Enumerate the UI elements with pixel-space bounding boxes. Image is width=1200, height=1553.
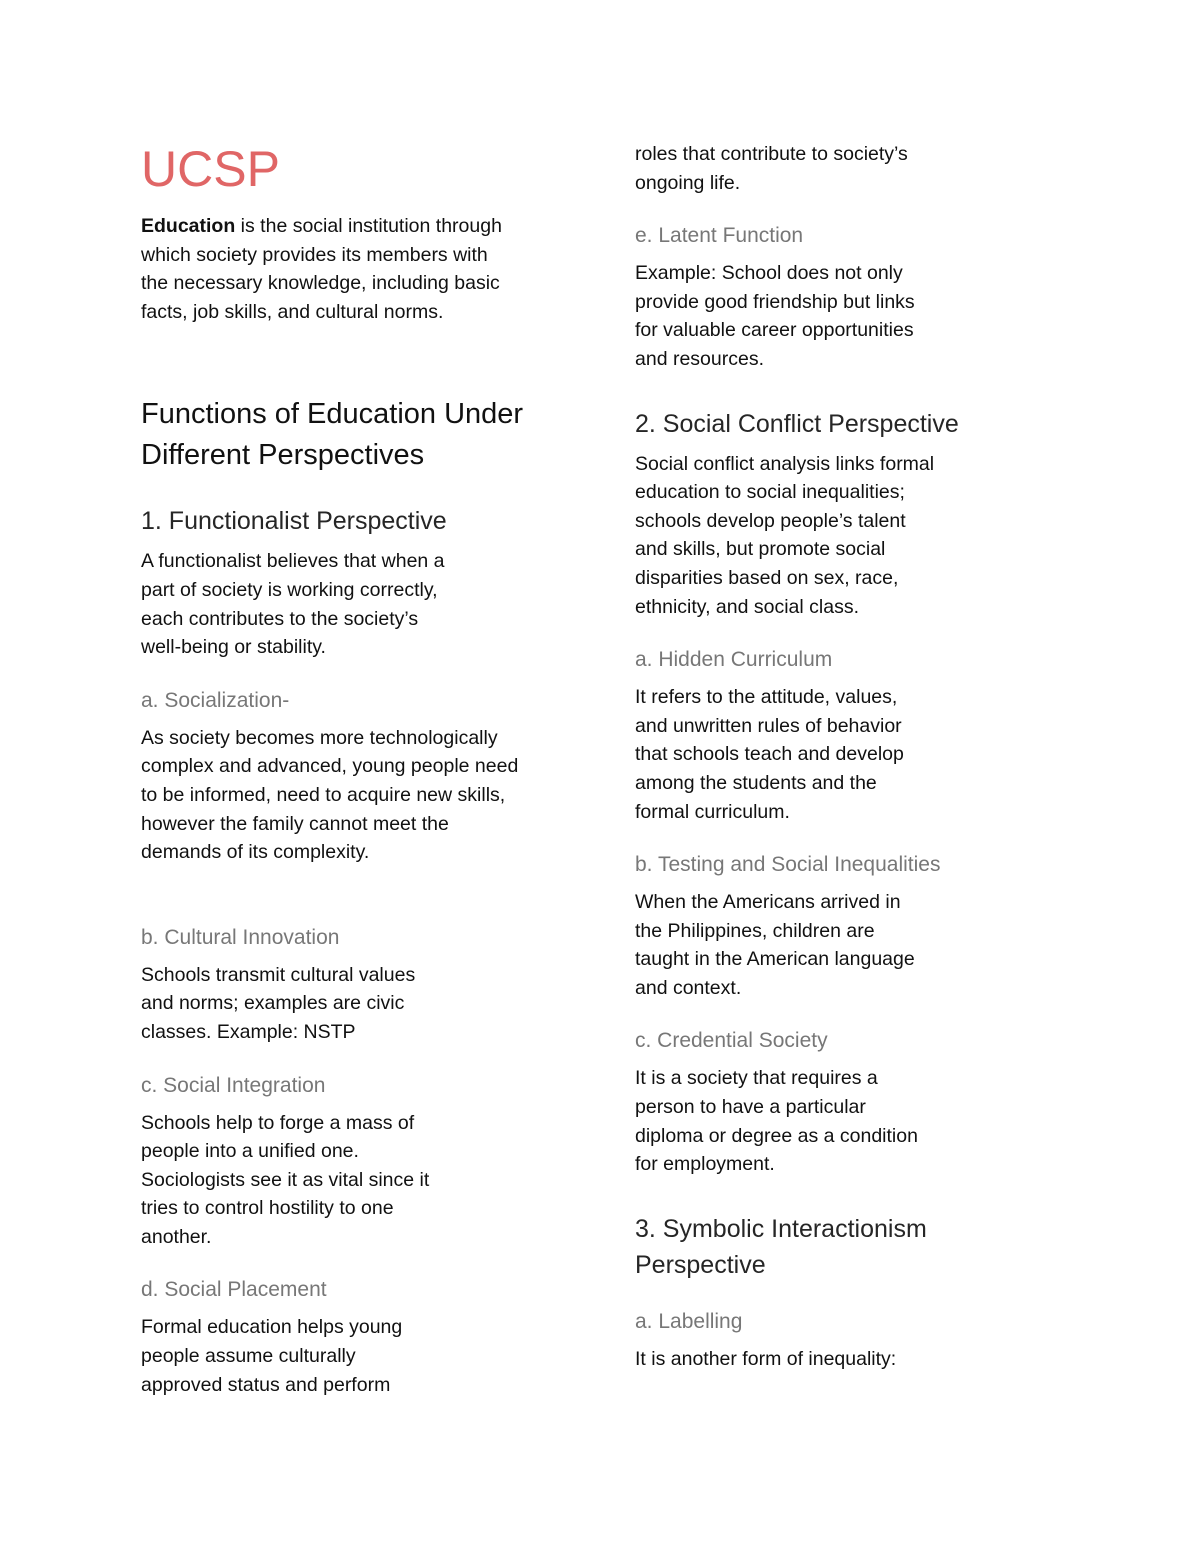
text-line: It is a society that requires a xyxy=(635,1067,878,1090)
latent-function-heading: e. Latent Function xyxy=(635,224,804,248)
intro-paragraph xyxy=(141,212,571,326)
text-line: taught in the American language xyxy=(635,948,915,971)
social-placement-paragraph xyxy=(141,1313,571,1399)
text-line: education to social inequalities; xyxy=(635,481,905,504)
credential-society-paragraph xyxy=(635,1064,1055,1178)
hidden-curriculum-paragraph xyxy=(635,683,1055,826)
text-line: part of society is working correctly, xyxy=(141,578,438,601)
intro-line: the necessary knowledge, including basic xyxy=(141,272,500,295)
text-line: demands of its complexity. xyxy=(141,841,370,864)
main-heading-line: Different Perspectives xyxy=(141,439,425,472)
text-line: A functionalist believes that when a xyxy=(141,550,445,573)
text-line: and unwritten rules of behavior xyxy=(635,714,902,737)
text-line: It refers to the attitude, values, xyxy=(635,686,898,709)
text-line: complex and advanced, young people need xyxy=(141,755,519,778)
text-line: however the family cannot meet the xyxy=(141,812,449,835)
intro-line: which society provides its members with xyxy=(141,243,488,266)
text-line: Schools transmit cultural values xyxy=(141,963,416,986)
testing-paragraph xyxy=(635,888,1055,1002)
text-line: well-being or stability. xyxy=(141,636,326,659)
text-line: When the Americans arrived in xyxy=(635,891,901,914)
main-heading-line: Functions of Education Under xyxy=(141,398,524,431)
text-line: It is another form of inequality: xyxy=(635,1347,897,1370)
text-line: and context. xyxy=(635,976,742,999)
functionalist-paragraph xyxy=(141,547,571,661)
text-line: approved status and perform xyxy=(141,1373,391,1396)
text-line: people into a unified one. xyxy=(141,1140,359,1163)
text-line: to be informed, need to acquire new skills, xyxy=(141,783,506,806)
text-line: Sociologists see it as vital since it xyxy=(141,1168,430,1191)
text-line: Schools help to forge a mass of xyxy=(141,1111,415,1134)
main-heading xyxy=(141,394,571,476)
social-placement-heading: d. Social Placement xyxy=(141,1278,327,1302)
document-title: UCSP xyxy=(141,141,280,197)
text-line: and resources. xyxy=(635,347,764,370)
right-column xyxy=(635,140,1055,1373)
text-line: Social conflict analysis links formal xyxy=(635,452,935,475)
text-line: for valuable career opportunities xyxy=(635,319,914,342)
text-line: and norms; examples are civic xyxy=(141,992,405,1015)
labelling-paragraph xyxy=(635,1345,1055,1374)
text-line: people assume culturally xyxy=(141,1345,356,1368)
latent-function-paragraph xyxy=(635,259,1055,373)
text-line: and skills, but promote social xyxy=(635,538,886,561)
testing-heading: b. Testing and Social Inequalities xyxy=(635,853,941,877)
social-placement-paragraph-continued xyxy=(635,140,1055,197)
text-line: schools develop people’s talent xyxy=(635,509,906,532)
hidden-curriculum-heading: a. Hidden Curriculum xyxy=(635,648,833,672)
symbolic-heading-line: 3. Symbolic Interactionism xyxy=(635,1214,927,1243)
left-column xyxy=(141,140,571,1399)
text-line: tries to control hostility to one xyxy=(141,1197,394,1220)
cultural-innovation-paragraph xyxy=(141,961,571,1047)
text-line: ongoing life. xyxy=(635,171,741,194)
social-conflict-paragraph xyxy=(635,450,1055,622)
intro-line: facts, job skills, and cultural norms. xyxy=(141,300,444,323)
labelling-heading: a. Labelling xyxy=(635,1309,743,1333)
text-line: the Philippines, children are xyxy=(635,919,875,942)
text-line: ethnicity, and social class. xyxy=(635,595,859,618)
text-line: person to have a particular xyxy=(635,1096,866,1119)
text-line: that schools teach and develop xyxy=(635,743,904,766)
text-line: disparities based on sex, race, xyxy=(635,566,899,589)
text-line: diploma or degree as a condition xyxy=(635,1124,918,1147)
text-line: for employment. xyxy=(635,1153,775,1176)
social-conflict-heading: 2. Social Conflict Perspective xyxy=(635,409,959,438)
functionalist-heading: 1. Functionalist Perspective xyxy=(141,507,447,536)
text-line: roles that contribute to society’s xyxy=(635,143,908,165)
text-line: among the students and the xyxy=(635,771,877,794)
text-line: each contributes to the society’s xyxy=(141,607,419,630)
text-line: formal curriculum. xyxy=(635,800,790,823)
cultural-innovation-heading: b. Cultural Innovation xyxy=(141,925,340,949)
text-line: Formal education helps young xyxy=(141,1316,403,1339)
text-line: another. xyxy=(141,1225,212,1248)
text-line: As society becomes more technologically xyxy=(141,726,498,749)
social-integration-paragraph xyxy=(141,1109,571,1252)
credential-society-heading: c. Credential Society xyxy=(635,1029,828,1053)
text-line: classes. Example: NSTP xyxy=(141,1020,356,1043)
symbolic-heading xyxy=(635,1211,1055,1283)
symbolic-heading-line: Perspective xyxy=(635,1250,766,1279)
intro-line: is the social institution through xyxy=(235,215,502,237)
intro-term: Education xyxy=(141,215,236,237)
text-line: provide good friendship but links xyxy=(635,290,915,313)
socialization-heading: a. Socialization- xyxy=(141,688,290,712)
socialization-paragraph xyxy=(141,724,571,867)
text-line: Example: School does not only xyxy=(635,262,903,285)
social-integration-heading: c. Social Integration xyxy=(141,1073,326,1097)
